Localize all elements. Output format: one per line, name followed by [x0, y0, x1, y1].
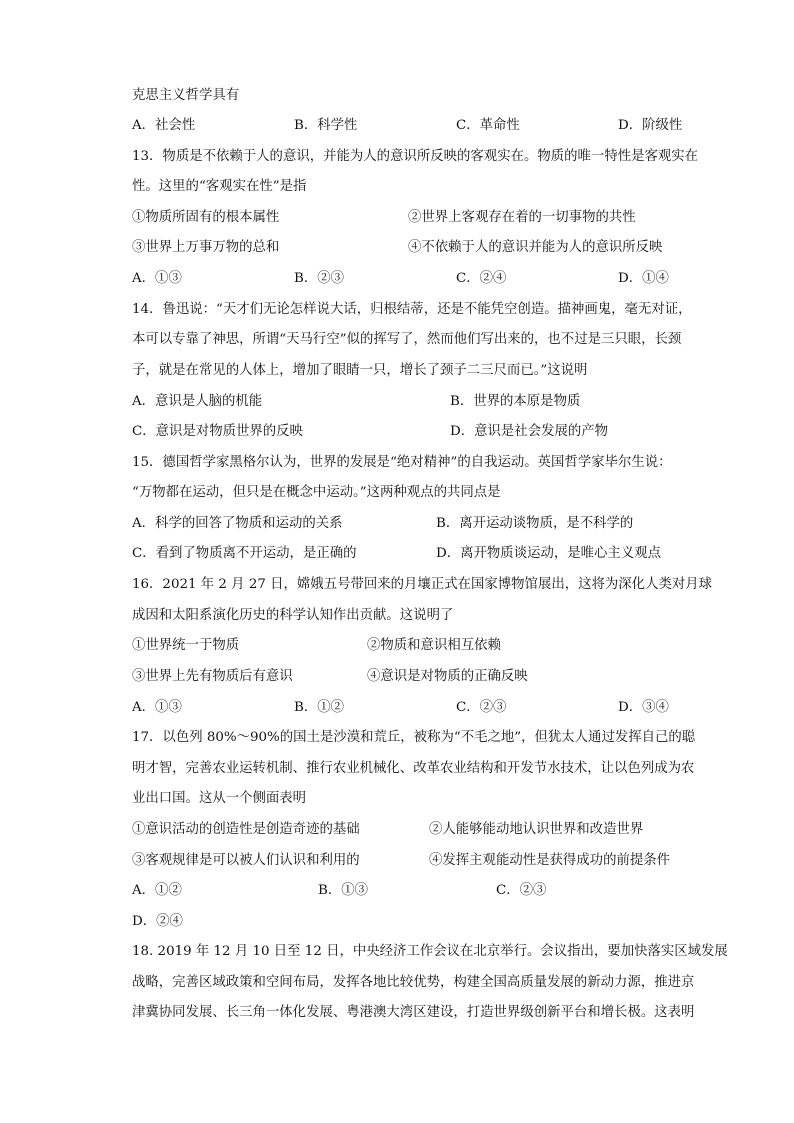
q14-option-c: C．意识是对物质世界的反映: [132, 424, 303, 439]
q14-option-d: D．意识是社会发展的产物: [450, 424, 609, 439]
q18-stem-line: 战略，完善区域政策和空间布局，发挥各地比较优势，构建全国高质量发展的新动力源，推进京: [132, 975, 695, 990]
q17-stem-line: 业出口国。这从一个侧面表明: [132, 791, 307, 806]
q13-option-b: B．②③: [294, 271, 345, 286]
q13-item-2: ②世界上客观存在着的一切事物的共性: [408, 210, 636, 225]
q14-option-b: B．世界的本原是物质: [450, 394, 581, 409]
q13-option-c: C．②④: [456, 271, 507, 286]
q17-item-3: ③客观规律是可以被人们认识和利用的: [132, 853, 360, 868]
q13-stem-line: 13．物质是不依赖于人的意识，并能为人的意识所反映的客观实在。物质的唯一特性是客观实在: [132, 149, 699, 164]
q12-stem-tail: 克思主义哲学具有: [132, 88, 240, 103]
q17-stem-line: 17．以色列 80%～90%的国土是沙漠和荒丘，被称为“不毛之地”，但犹太人通过发挥自己的聪: [132, 730, 696, 745]
q16-option-c: C．②③: [456, 700, 507, 715]
q16-item-4: ④意识是对物质的正确反映: [367, 669, 528, 684]
q13-option-a: A．①③: [132, 271, 182, 286]
q12-option-c: C．革命性: [456, 118, 520, 133]
q13-item-4: ④不依赖于人的意识并能为人的意识所反映: [408, 240, 663, 255]
q16-stem-line: 16．2021 年 2 月 27 日，嫦娥五号带回来的月壤正式在国家博物馆展出，这将为深化人类对月球: [132, 577, 713, 592]
q17-item-4: ④发挥主观能动性是获得成功的前提条件: [429, 853, 671, 868]
q14-stem-line: 本可以专靠了神思，所谓“天马行空”似的挥写了，然而他们写出来的，也不过是三只眼，长颈: [132, 332, 682, 347]
q16-option-d: D．③④: [618, 700, 669, 715]
q16-item-2: ②物质和意识相互依赖: [367, 638, 501, 653]
q17-option-c: C．②③: [496, 883, 547, 898]
q18-stem-line: 津冀协同发展、长三角一体化发展、粤港澳大湾区建设，打造世界级创新平台和增长极。这表明: [132, 1005, 695, 1020]
q15-option-a: A．科学的回答了物质和运动的关系: [132, 516, 343, 531]
q13-option-d: D．①④: [618, 271, 669, 286]
q17-item-1: ①意识活动的创造性是创造奇迹的基础: [132, 822, 360, 837]
q16-stem-line: 成因和太阳系演化历史的科学认知作出贡献。这说明了: [132, 608, 454, 623]
q12-option-d: D．阶级性: [618, 118, 683, 133]
q14-stem-line: 14．鲁迅说：“天才们无论怎样说大话，归根结蒂，还是不能凭空创造。描神画鬼，毫无对证，: [132, 302, 692, 317]
q17-option-b: B．①③: [318, 883, 369, 898]
q17-item-2: ②人能够能动地认识世界和改造世界: [429, 822, 644, 837]
q16-option-a: A．①③: [132, 700, 182, 715]
q16-option-b: B．①②: [294, 700, 345, 715]
q13-item-1: ①物质所固有的根本属性: [132, 210, 280, 225]
q12-option-a: A．社会性: [132, 118, 196, 133]
q14-stem-line: 子，就是在常见的人体上，增加了眼睛一只，增长了颈子二三尺而已。”这说明: [132, 363, 588, 378]
q12-option-b: B．科学性: [294, 118, 358, 133]
q13-item-3: ③世界上万事万物的总和: [132, 240, 280, 255]
q17-stem-line: 明才智，完善农业运转机制、推行农业机械化、改革农业结构和开发节水技术，让以色列成为农: [132, 761, 695, 776]
q15-stem-line: “万物都在运动，但只是在概念中运动。”这两种观点的共同点是: [132, 485, 501, 500]
q15-option-b: B．离开运动谈物质，是不科学的: [436, 516, 634, 531]
q15-option-d: D．离开物质谈运动，是唯心主义观点: [436, 546, 661, 561]
q16-item-1: ①世界统一于物质: [132, 638, 240, 653]
q13-stem-line: 性。这里的“客观实在性”是指: [132, 179, 307, 194]
q15-stem-line: 15．德国哲学家黑格尔认为，世界的发展是“绝对精神”的自我运动。英国哲学家毕尔生说：: [132, 455, 672, 470]
q16-item-3: ③世界上先有物质后有意识: [132, 669, 293, 684]
q18-stem-line: 18. 2019 年 12 月 10 日至 12 日，中央经济工作会议在北京举行。会议指出，要加快落实区域发展: [132, 944, 728, 959]
q17-option-a: A．①②: [132, 883, 182, 898]
q15-option-c: C．看到了物质离不开运动，是正确的: [132, 546, 357, 561]
q17-option-d: D．②④: [132, 914, 183, 929]
q14-option-a: A．意识是人脑的机能: [132, 394, 263, 409]
